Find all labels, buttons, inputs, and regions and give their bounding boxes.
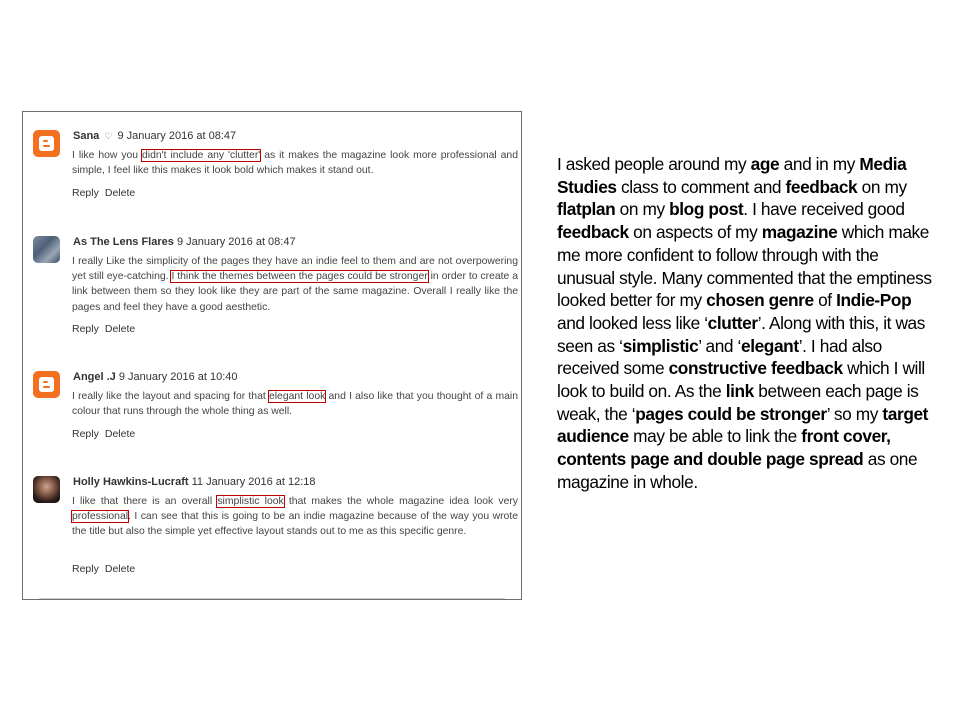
reply-link[interactable]: Reply: [72, 563, 99, 575]
comment-author[interactable]: Angel .J: [73, 371, 116, 383]
reply-link[interactable]: Reply: [72, 323, 99, 335]
comment-date[interactable]: 11 January 2016 at 12:18: [191, 476, 316, 488]
comment-author[interactable]: Sana: [73, 130, 100, 142]
comment-date[interactable]: 9 January 2016 at 08:47: [176, 236, 296, 248]
comment-author[interactable]: Holly Hawkins-Lucraft: [73, 476, 189, 488]
comment-text: I like how you didn't include any 'clutter' as it makes the magazine look more professional and simple, I feel like this makes it look bold which makes it stand out.: [72, 150, 518, 177]
user-avatar: [33, 236, 60, 263]
comment-angel-j: [33, 371, 518, 451]
comment-date[interactable]: 9 January 2016 at 10:40: [118, 371, 238, 383]
delete-link[interactable]: Delete: [104, 428, 136, 440]
blogger-icon: [33, 130, 60, 157]
delete-link[interactable]: Delete: [104, 187, 136, 199]
delete-link[interactable]: Delete: [104, 563, 136, 575]
highlight-box: professional: [72, 511, 129, 523]
comment-author[interactable]: As The Lens Flares: [73, 236, 174, 248]
comment-as-the-lens-flares: [33, 236, 518, 346]
comment-text: I like that there is an overall simplistic look that makes the whole magazine idea look very professional. I can see that this is going to be an indie magazine because of the way you wrote the title but also the simple yet effective layout stands out to me as this specific genre.: [72, 496, 519, 538]
highlight-box: simplistic look: [217, 496, 284, 507]
comment-text: I really Like the simplicity of the pages they have an indie feel to them and are not overpowering yet still eye-catching. I think the themes between the pages could be stronger in order to create a link between them so they look like they are part of the same magazine. Overall I really like the pages and feel they have a good aesthetic.: [72, 256, 518, 313]
comment-sana: [33, 130, 518, 210]
comment-holly-hawkins-lucraft: [33, 476, 518, 591]
reply-link[interactable]: Reply: [72, 187, 99, 199]
comments-screenshot: [22, 111, 522, 600]
heart-icon: ♡: [104, 131, 113, 141]
highlight-box: elegant look: [268, 391, 326, 402]
user-avatar: [33, 476, 60, 503]
explanation-text: I asked people around my age and in my Media Studies class to comment and feedback on my flatplan on my blog post. I have received good feedback on aspects of my magazine which make me more confident to follow through with the unusual style. Many commented that the emptiness looked better for my chosen genre of Indie-Pop and looked less like ‘clutter’. Along with this, it was seen as ‘simplistic’ and ‘elegant’. I had also received some constructive feedback which I will look to build on. As the link between each page is weak, the ‘pages could be stronger’ so my target audience may be able to link the front cover, contents page and double page spread as one magazine in whole.: [557, 154, 932, 492]
reply-link[interactable]: Reply: [72, 428, 99, 440]
blogger-icon: [33, 371, 60, 398]
comment-text: I really like the layout and spacing for that elegant look and I also like that you thought of a main colour that runs through the whole thing as well.: [72, 391, 518, 418]
highlight-box: didn't include any 'clutter': [142, 150, 261, 161]
comment-date[interactable]: 9 January 2016 at 08:47: [117, 130, 237, 142]
highlight-box: I think the themes between the pages could be stronger: [171, 271, 428, 283]
divider: [39, 598, 505, 599]
delete-link[interactable]: Delete: [104, 323, 136, 335]
